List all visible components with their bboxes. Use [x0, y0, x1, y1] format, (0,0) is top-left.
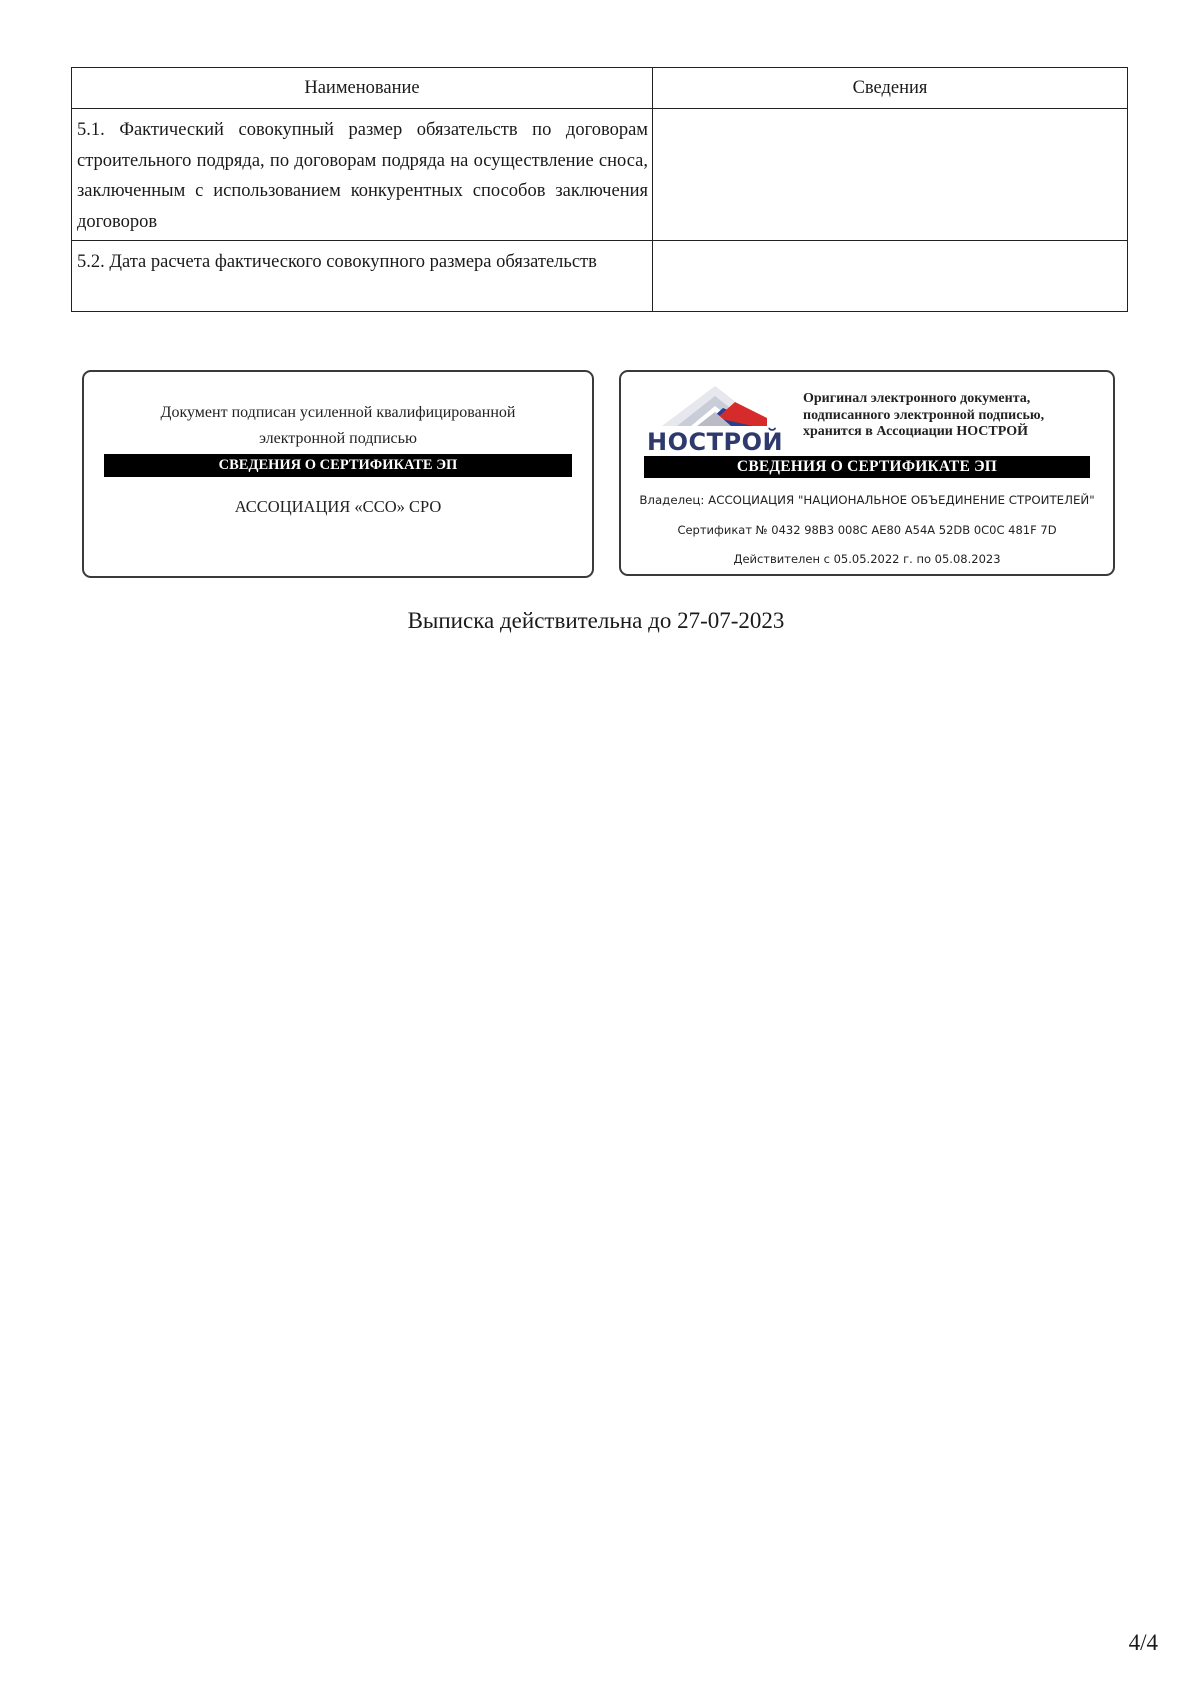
header-name: Наименование — [72, 68, 653, 109]
certificate-number: Сертификат № 0432 98B3 008C AE80 A54A 52DB 0C0C 481F 7D — [677, 523, 1057, 537]
organization-name: АССОЦИАЦИЯ «ССО» СРО — [234, 497, 442, 516]
table-row — [72, 109, 1128, 241]
table-header-row — [72, 68, 1128, 109]
original-note: Оригинал электронного документа, подписанного электронной подписью, хранится в Ассоциации НОСТРОЙ — [803, 391, 1045, 439]
info-table — [71, 67, 1128, 312]
roof-icon — [657, 384, 767, 428]
certificate-header: СВЕДЕНИЯ О СЕРТИФИКАТЕ ЭП — [104, 454, 572, 477]
row-value — [653, 241, 1128, 312]
logo-text: НОСТРОЙ — [647, 428, 784, 456]
row-value — [653, 109, 1128, 241]
table-row — [72, 241, 1128, 312]
page-number: 4/4 — [1128, 1630, 1158, 1655]
certificate-owner: Владелец: АССОЦИАЦИЯ "НАЦИОНАЛЬНОЕ ОБЪЕДИНЕНИЕ СТРОИТЕЛЕЙ" — [639, 493, 1095, 507]
signature-stamp-left — [82, 370, 594, 578]
row-name: 5.1. Фактический совокупный размер обязательств по договорам строительного подряда, по договорам подряда на осуществление сноса, заключенным с использованием конкурентных способов заключения договоров — [72, 109, 653, 241]
header-value: Сведения — [653, 68, 1128, 109]
certificate-validity: Действителен с 05.05.2022 г. по 05.08.2023 — [733, 552, 1001, 566]
extract-validity: Выписка действительна до 27-07-2023 — [407, 608, 785, 633]
signed-text: Документ подписан усиленной квалифицированной электронной подписью — [160, 404, 516, 447]
signature-stamp-right — [619, 370, 1115, 576]
certificate-header: СВЕДЕНИЯ О СЕРТИФИКАТЕ ЭП — [644, 456, 1090, 478]
nostroy-logo — [647, 384, 784, 464]
row-name: 5.2. Дата расчета фактического совокупного размера обязательств — [72, 241, 653, 312]
